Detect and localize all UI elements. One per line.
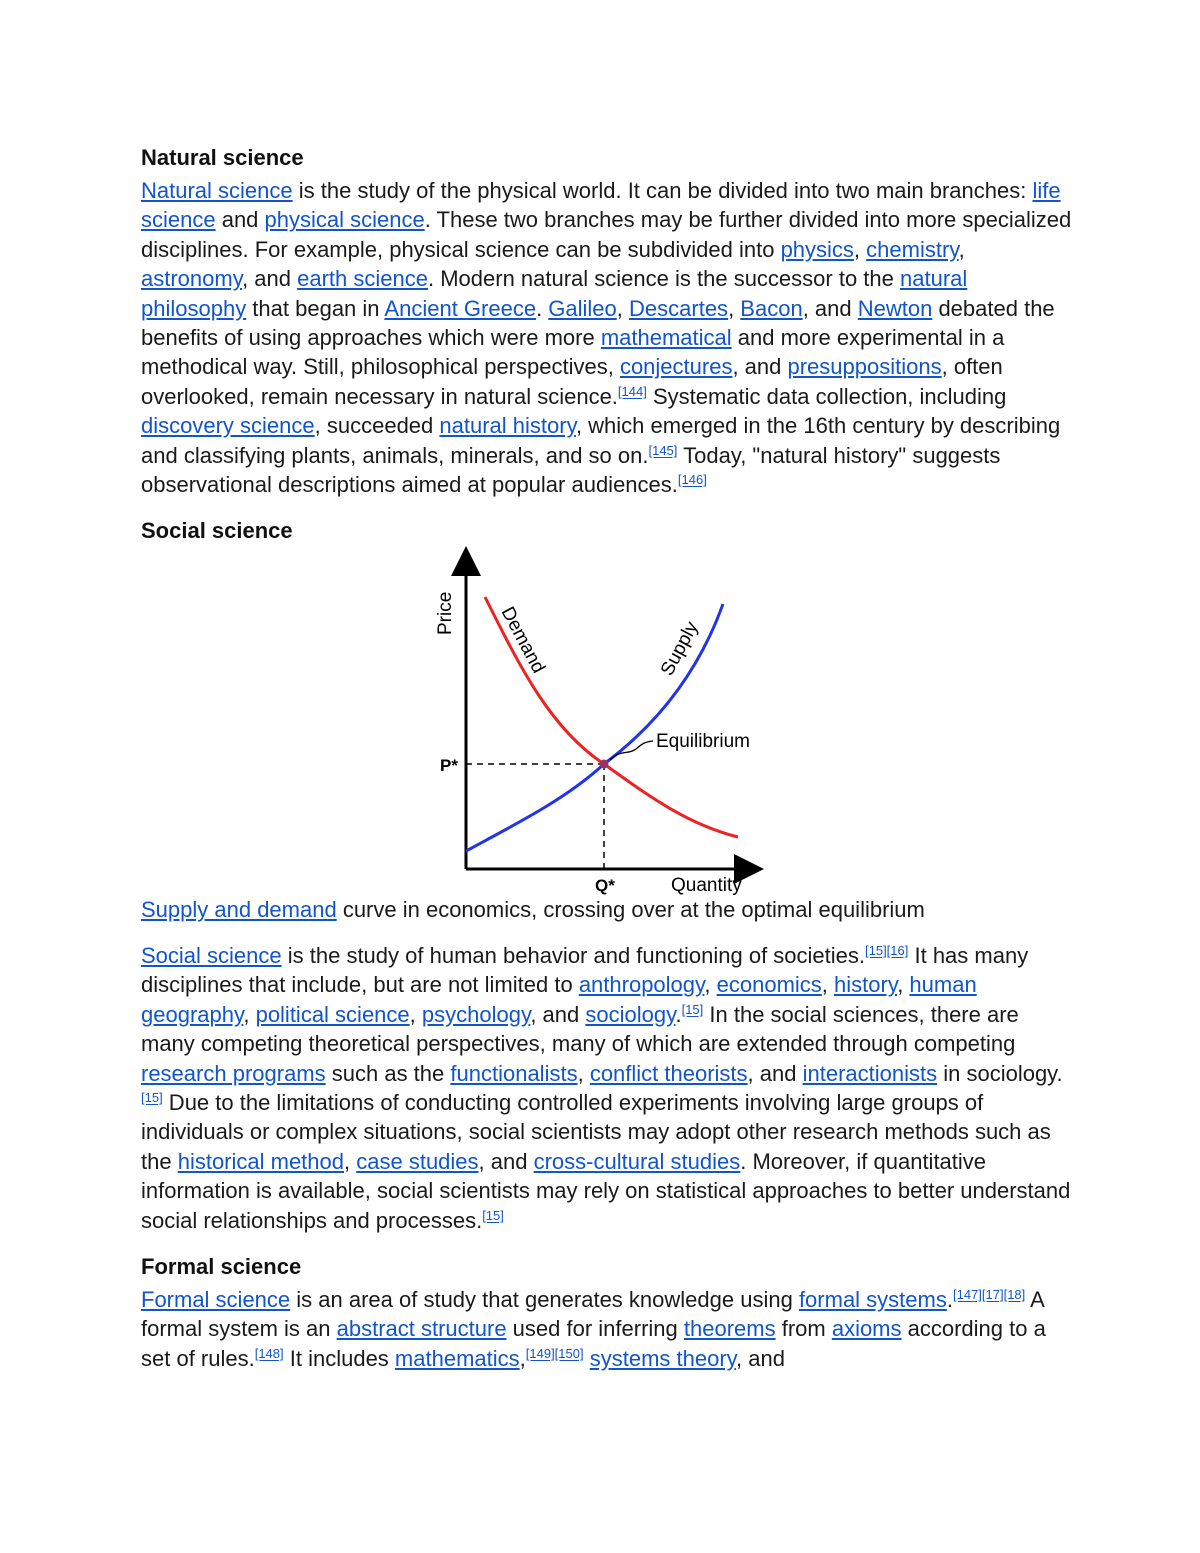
link-psychology[interactable]: psychology (421, 1001, 531, 1027)
text-run: according to a set of rules. (141, 1316, 1046, 1371)
text-run: , which emerged in the 16th century by describing and classifying plants, animals, minerals, and so on. (141, 413, 1061, 468)
citation (953, 1287, 982, 1302)
heading-formal-science: Formal science (141, 1253, 302, 1279)
text-run: , (821, 972, 835, 998)
paragraph-formal-science (141, 1285, 1076, 1373)
text-run: Systematic data collection, including (646, 383, 1007, 409)
reference-link[interactable]: [148] (254, 1345, 284, 1361)
reference-link[interactable]: [17][18] (981, 1286, 1026, 1302)
text-run: is the study of the physical world. It can be divided into two main branches: (292, 178, 1033, 203)
citation (678, 472, 707, 487)
link-interactionists[interactable]: interactionists (802, 1060, 938, 1086)
text-run: Due to the limitations of conducting controlled experiments involving large groups of individuals or complex situations, social scientists may adopt other research methods such as the (141, 1089, 1051, 1174)
link-systems-theory[interactable]: systems theory (589, 1345, 737, 1371)
supply-demand-figure (141, 549, 1076, 897)
link-descartes[interactable]: Descartes (629, 295, 729, 321)
link-history[interactable]: history (834, 972, 898, 998)
text-run: in sociology. (937, 1060, 1063, 1086)
text-run: , (958, 236, 965, 262)
text-run: and (215, 207, 265, 233)
link-economics[interactable]: economics (716, 972, 822, 998)
text-run: , (409, 1001, 422, 1027)
supply-label: Supply (656, 618, 703, 680)
text-run: , and (736, 1345, 785, 1371)
citation (682, 1002, 704, 1017)
text-run: . These two branches may be further divided into more specialized disciplines. For example, physical science can be subdivided into (141, 207, 1072, 262)
text-run: , and (478, 1148, 534, 1174)
link-conjectures[interactable]: conjectures (619, 354, 733, 380)
citation (141, 1090, 163, 1105)
link-natural-philosophy[interactable]: natural philosophy (141, 266, 968, 321)
text-run: . (675, 1001, 682, 1027)
reference-link[interactable]: [15] (482, 1207, 504, 1223)
link-natural-history[interactable]: natural history (439, 413, 576, 439)
supply-demand-chart (431, 549, 771, 897)
text-run: , (728, 295, 741, 321)
text-run: , succeeded (314, 413, 440, 439)
citation (482, 1208, 504, 1223)
text-run: debated the benefits of using approaches which were more (141, 295, 1055, 351)
text-run: used for inferring (506, 1316, 684, 1342)
text-run: , often overlooked, remain necessary in natural science. (141, 354, 1003, 409)
link-physics[interactable]: physics (780, 236, 854, 262)
text-run: It has many disciplines that include, but are not limited to (141, 942, 1029, 998)
paragraph-natural-science (141, 176, 1076, 499)
text-run: is the study of human behavior and functioning of societies. (281, 942, 865, 968)
link-chemistry[interactable]: chemistry (866, 236, 959, 262)
reference-link[interactable]: [15] (141, 1089, 163, 1105)
y-axis-label: Price (435, 592, 456, 636)
link-supply-and-demand[interactable]: Supply and demand (141, 897, 337, 923)
link-bacon[interactable]: Bacon (740, 295, 803, 321)
x-axis-label: Quantity (671, 875, 742, 897)
link-life-science[interactable]: life science (141, 178, 1061, 233)
link-mathematics[interactable]: mathematics (394, 1345, 520, 1371)
link-case-studies[interactable]: case studies (356, 1148, 479, 1174)
equilibrium-pointer (610, 741, 653, 760)
text-run: , (853, 236, 867, 262)
link-formal-science[interactable]: Formal science (141, 1286, 291, 1312)
link-ancient-greece[interactable]: Ancient Greece (384, 295, 537, 321)
link-conflict-theorists[interactable]: conflict theorists (589, 1060, 748, 1086)
reference-link[interactable]: [15][16] (865, 942, 909, 958)
link-political-science[interactable]: political science (255, 1001, 410, 1027)
equilibrium-point (600, 760, 609, 769)
link-anthropology[interactable]: anthropology (578, 972, 705, 998)
link-historical-method[interactable]: historical method (177, 1148, 345, 1174)
text-run: Today, "natural history" suggests observational descriptions aimed at popular audiences. (141, 442, 1001, 498)
citation (526, 1346, 584, 1361)
heading-social-science: Social science (141, 518, 293, 544)
link-formal-systems[interactable]: formal systems (798, 1286, 947, 1312)
reference-link[interactable]: [146] (677, 472, 707, 488)
text-run: , (344, 1148, 357, 1174)
citation (648, 443, 677, 458)
text-run: , (704, 972, 717, 998)
text-run: , (519, 1345, 526, 1371)
link-physical-science[interactable]: physical science (264, 207, 425, 233)
text-run: and more experimental in a methodical way. Still, philosophical perspectives, (141, 325, 1005, 380)
text-run: , (577, 1060, 590, 1086)
link-social-science[interactable]: Social science (141, 942, 282, 968)
text-run: A formal system is an (141, 1286, 1044, 1342)
link-natural-science[interactable]: Natural science (141, 178, 293, 203)
heading-natural-science: Natural science (141, 145, 304, 170)
link-earth-science[interactable]: earth science (297, 266, 428, 292)
link-abstract-structure[interactable]: abstract structure (336, 1316, 507, 1342)
link-cross-cultural-studies[interactable]: cross-cultural studies (533, 1148, 741, 1174)
text-run: from (775, 1316, 832, 1342)
document-page (141, 140, 1076, 1373)
text-run: , (243, 1001, 256, 1027)
text-run: , and (732, 354, 788, 380)
link-research-programs[interactable]: research programs (141, 1060, 326, 1086)
link-galileo[interactable]: Galileo (548, 295, 617, 321)
citation (982, 1287, 1025, 1302)
citation (865, 943, 908, 958)
text-run: . (536, 295, 549, 321)
link-human-geography[interactable]: human geography (141, 972, 977, 1027)
text-run: . (946, 1286, 953, 1312)
reference-link[interactable]: [144] (617, 383, 647, 399)
reference-link[interactable]: [149][150] (525, 1345, 584, 1361)
paragraph-social-science (141, 941, 1076, 1235)
citation (618, 384, 647, 399)
text-run: , (616, 295, 630, 321)
text-run: It includes (283, 1345, 395, 1371)
text-run: , (897, 972, 910, 998)
link-presuppositions[interactable]: presuppositions (787, 354, 942, 380)
equilibrium-label: Equilibrium (656, 731, 750, 753)
citation (255, 1346, 284, 1361)
link-functionalists[interactable]: functionalists (450, 1060, 578, 1086)
q-star-label: Q* (595, 876, 615, 896)
demand-label: Demand (496, 603, 549, 678)
text-run: such as the (325, 1060, 451, 1086)
reference-link[interactable]: [145] (648, 442, 678, 458)
reference-link[interactable]: [147] (952, 1286, 982, 1302)
reference-link[interactable]: [15] (681, 1001, 704, 1017)
text-run: . Moreover, if quantitative information is available, social scientists may rely on statistical approaches to better understand social relationships and processes. (141, 1148, 1071, 1233)
text-run: In the social sciences, there are many competing theoretical perspectives, many of which are extended through competing (141, 1001, 1019, 1057)
link-axioms[interactable]: axioms (831, 1316, 902, 1342)
link-mathematical[interactable]: mathematical (600, 325, 732, 351)
link-newton[interactable]: Newton (857, 295, 933, 321)
link-sociology[interactable]: sociology (585, 1001, 676, 1027)
text-run: that began in (246, 295, 385, 321)
p-star-label: P* (440, 756, 458, 776)
text-run: is an area of study that generates knowledge using (290, 1286, 799, 1312)
text-run: , and (747, 1060, 803, 1086)
figure-caption (141, 895, 1076, 924)
text-run: , and (242, 266, 298, 292)
link-astronomy[interactable]: astronomy (141, 266, 243, 292)
text-run: curve in economics, crossing over at the optimal equilibrium (336, 897, 925, 923)
text-run: , and (530, 1001, 586, 1027)
text-run: , and (802, 295, 858, 321)
text-run: . Modern natural science is the successor to the (427, 266, 900, 292)
link-discovery-science[interactable]: discovery science (141, 413, 315, 439)
link-theorems[interactable]: theorems (683, 1316, 776, 1342)
